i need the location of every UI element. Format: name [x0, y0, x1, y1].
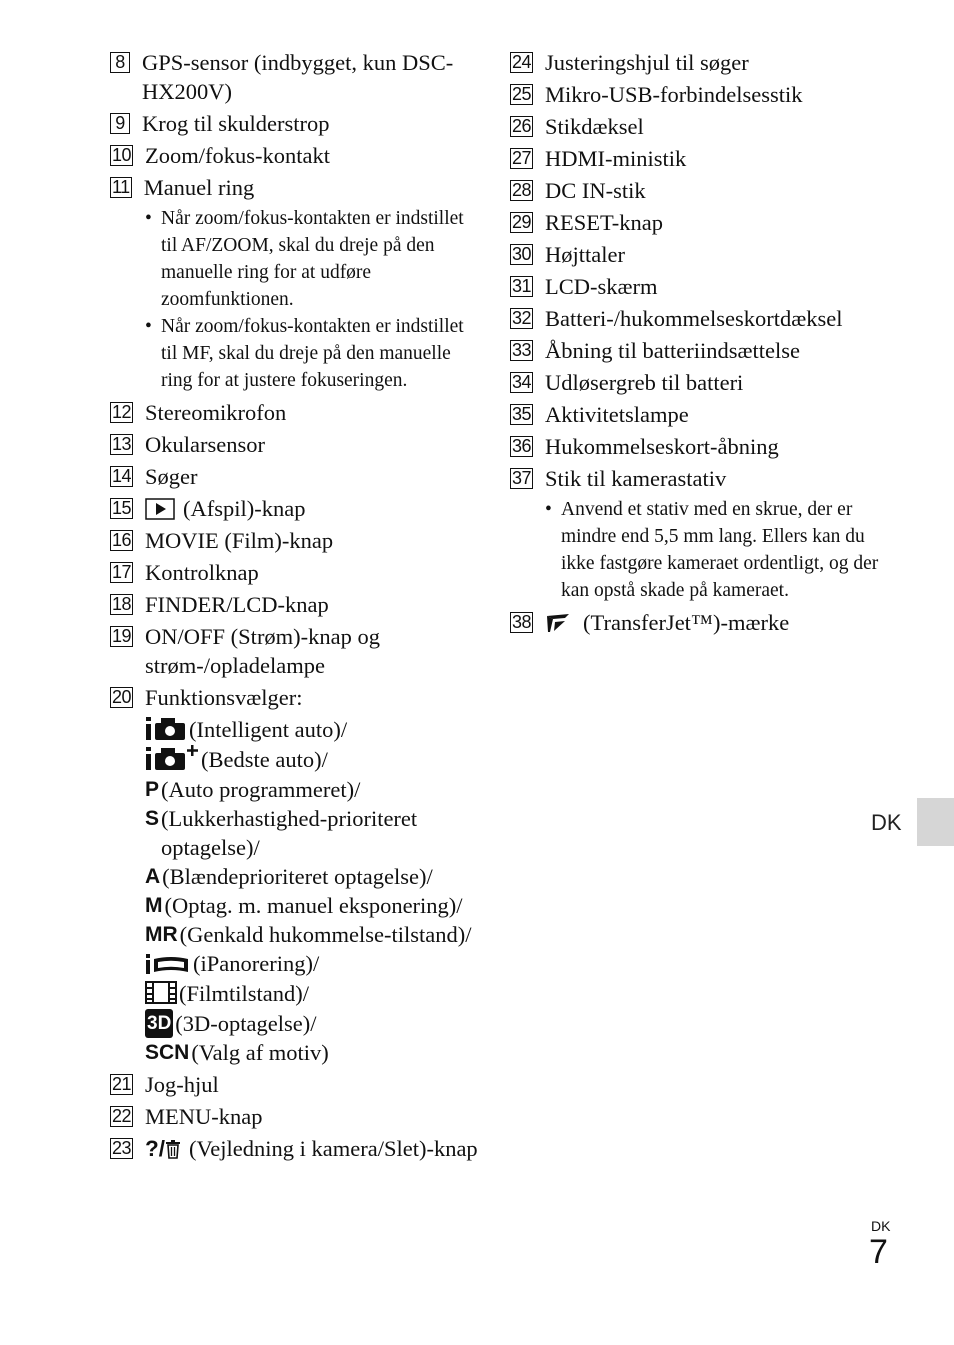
play-icon [145, 498, 175, 520]
item-16 [110, 526, 480, 555]
item-8 [110, 48, 480, 106]
item-number: 34 [512, 372, 532, 392]
item-number: 24 [512, 52, 532, 72]
item-text: Stik til kamerastativ [545, 466, 727, 491]
transferjet-icon [545, 613, 571, 633]
item-text: LCD-skærm [545, 274, 658, 299]
note-text: Anvend et stativ med en skrue, der er mindre end 5,5 mm lang. Ellers kan du ikke fastgøre kameraet ordentligt, og der kan opstå skade på kameraet. [561, 499, 879, 601]
item-35 [510, 400, 890, 429]
program-symbol: P [145, 778, 160, 801]
item-37-notes [545, 496, 890, 604]
item-text: Justeringshjul til søger [545, 50, 749, 75]
mode-text: (Intelligent auto)/ [189, 717, 348, 742]
item-number: 16 [112, 530, 132, 550]
item-number: 9 [110, 113, 130, 134]
item-number: 38 [512, 612, 532, 632]
ipanorama-icon [145, 949, 191, 975]
trash-icon [165, 1139, 181, 1159]
note: • Anvend et stativ med en skrue, der er mindre end 5,5 mm lang. Ellers kan du ikke fastgøre kameraet ordentligt, og der kan opstå skade på kameraet. [545, 496, 890, 604]
item-number: 28 [512, 180, 532, 200]
item-number: 12 [112, 402, 132, 422]
item-number: 20 [112, 687, 132, 707]
mode-movie [145, 979, 480, 1009]
item-25 [510, 80, 890, 109]
item-number: 37 [512, 468, 532, 488]
item-text: Krog til skulderstrop [142, 111, 330, 136]
item-text: GPS-sensor (indbygget, kun DSC-HX200V) [142, 50, 454, 104]
mode-aperture-priority [145, 862, 480, 891]
item-text: Kontrolknap [145, 560, 259, 585]
item-31 [510, 272, 890, 301]
note-text: Når zoom/fokus-kontakten er indstillet til AF/ZOOM, skal du dreje på den manuelle ring for at udføre zoomfunktionen. [161, 208, 464, 310]
item-22 [110, 1102, 480, 1131]
help-trash-icon [145, 1136, 181, 1161]
item-number: 13 [112, 434, 132, 454]
item-text: Mikro-USB-forbindelsesstik [545, 82, 803, 107]
item-24 [510, 48, 890, 77]
mode-scene-selection [145, 1038, 480, 1067]
item-text: (Vejledning i kamera/Slet)-knap [189, 1136, 478, 1161]
item-number: 17 [112, 562, 132, 582]
item-text: Stikdæksel [545, 114, 644, 139]
item-text: (TransferJet™)-mærke [583, 610, 790, 635]
item-text: MOVIE (Film)-knap [145, 528, 334, 553]
item-18 [110, 590, 480, 619]
item-text: (Afspil)-knap [183, 496, 306, 521]
item-17 [110, 558, 480, 587]
item-number: 18 [112, 594, 132, 614]
item-number: 8 [110, 52, 130, 73]
item-text: Højttaler [545, 242, 626, 267]
item-number: 35 [512, 404, 532, 424]
mode-text: (Optag. m. manuel eksponering)/ [164, 893, 463, 918]
item-11-notes [145, 205, 480, 394]
item-text: RESET-knap [545, 210, 663, 235]
item-19 [110, 622, 480, 680]
item-text: Søger [145, 464, 198, 489]
item-number: 31 [512, 276, 532, 296]
3d-symbol: 3D [145, 1009, 173, 1038]
item-text: Funktionsvælger: [145, 685, 303, 710]
memory-recall-symbol: MR [145, 923, 178, 946]
item-30 [510, 240, 890, 269]
mode-text: (3D-optagelse)/ [175, 1011, 317, 1036]
mode-3d [145, 1009, 480, 1038]
item-12 [110, 398, 480, 427]
scene-symbol: SCN [145, 1041, 190, 1064]
item-text: Jog-hjul [145, 1072, 219, 1097]
page-number: 7 [869, 1233, 888, 1271]
side-tab [917, 798, 954, 846]
item-text: Åbning til batteriindsættelse [545, 338, 801, 363]
item-text: Zoom/fokus-kontakt [145, 143, 331, 168]
item-number: 19 [112, 626, 132, 646]
note-text: Når zoom/fokus-kontakten er indstillet til MF, skal du dreje på den manuelle ring for at justere fokuseringen. [161, 316, 464, 391]
item-13 [110, 430, 480, 459]
item-27 [510, 144, 890, 173]
item-number: 33 [512, 340, 532, 360]
mode-text: (Auto programmeret)/ [161, 777, 361, 802]
item-9 [110, 109, 480, 138]
mode-shutter-priority [145, 804, 480, 862]
item-number: 32 [512, 308, 532, 328]
item-34 [510, 368, 890, 397]
help-symbol: ?/ [145, 1136, 166, 1161]
side-tab-label: DK [871, 810, 902, 835]
mode-dial-list [145, 715, 480, 1067]
item-number: 30 [512, 244, 532, 264]
item-number: 29 [512, 212, 532, 232]
item-number: 14 [112, 466, 132, 486]
item-number: 11 [112, 177, 130, 197]
movie-mode-icon [145, 979, 177, 1005]
item-23 [110, 1134, 480, 1163]
mode-text: (Blændeprioriteret optagelse)/ [162, 864, 433, 889]
item-10 [110, 141, 480, 170]
item-32 [510, 304, 890, 333]
item-20 [110, 683, 480, 712]
item-14 [110, 462, 480, 491]
mode-ipanorama [145, 949, 480, 979]
item-29 [510, 208, 890, 237]
item-text: Manuel ring [143, 175, 255, 200]
mode-program-auto [145, 775, 480, 804]
item-26 [510, 112, 890, 141]
item-number: 22 [112, 1106, 132, 1126]
mode-text: (iPanorering)/ [193, 951, 320, 976]
item-36 [510, 432, 890, 461]
mode-text: (Bedste auto)/ [201, 747, 328, 772]
item-11 [110, 173, 480, 202]
item-33 [510, 336, 890, 365]
item-text: Stereomikrofon [145, 400, 287, 425]
page-language: DK [871, 1218, 891, 1234]
item-text: Hukommelseskort-åbning [545, 434, 779, 459]
manual-symbol: M [145, 894, 163, 917]
shutter-symbol: S [145, 807, 160, 830]
item-text: MENU-knap [145, 1104, 263, 1129]
mode-text: (Lukkerhastighed-prioriteret optagelse)/ [161, 806, 418, 860]
item-38 [510, 608, 890, 637]
item-number: 21 [112, 1074, 132, 1094]
item-text: Batteri-/hukommelseskortdæksel [545, 306, 843, 331]
mode-superior-auto [145, 745, 480, 775]
item-text: DC IN-stik [545, 178, 646, 203]
item-text: ON/OFF (Strøm)-knap og strøm-/opladelampe [145, 624, 381, 678]
mode-text: (Valg af motiv) [191, 1040, 329, 1065]
item-21 [110, 1070, 480, 1099]
item-28 [510, 176, 890, 205]
item-37 [510, 464, 890, 493]
mode-text: (Filmtilstand)/ [179, 981, 310, 1006]
item-number: 27 [512, 148, 532, 168]
item-number: 36 [512, 436, 532, 456]
item-number: 25 [512, 84, 532, 104]
left-column [110, 48, 480, 1166]
note: • Når zoom/fokus-kontakten er indstillet til AF/ZOOM, skal du dreje på den manuelle ring for at udføre zoomfunktionen. [145, 205, 480, 313]
note: • Når zoom/fokus-kontakten er indstillet til MF, skal du dreje på den manuelle ring for at justere fokuseringen. [145, 313, 480, 394]
aperture-symbol: A [145, 865, 161, 888]
superior-auto-icon [145, 745, 199, 771]
item-text: FINDER/LCD-knap [145, 592, 329, 617]
mode-manual-exposure [145, 891, 480, 920]
right-column [510, 48, 890, 640]
item-text: Aktivitetslampe [545, 402, 689, 427]
item-text: Udløsergreb til batteri [545, 370, 744, 395]
mode-memory-recall [145, 920, 480, 949]
intelligent-auto-icon [145, 715, 187, 741]
item-text: Okularsensor [145, 432, 266, 457]
item-number: 10 [112, 145, 132, 165]
item-number: 15 [112, 498, 132, 518]
item-number: 23 [112, 1138, 132, 1158]
mode-intelligent-auto [145, 715, 480, 745]
item-text: HDMI-ministik [545, 146, 687, 171]
item-15 [110, 494, 480, 523]
item-number: 26 [512, 116, 532, 136]
mode-text: (Genkald hukommelse-tilstand)/ [179, 922, 472, 947]
